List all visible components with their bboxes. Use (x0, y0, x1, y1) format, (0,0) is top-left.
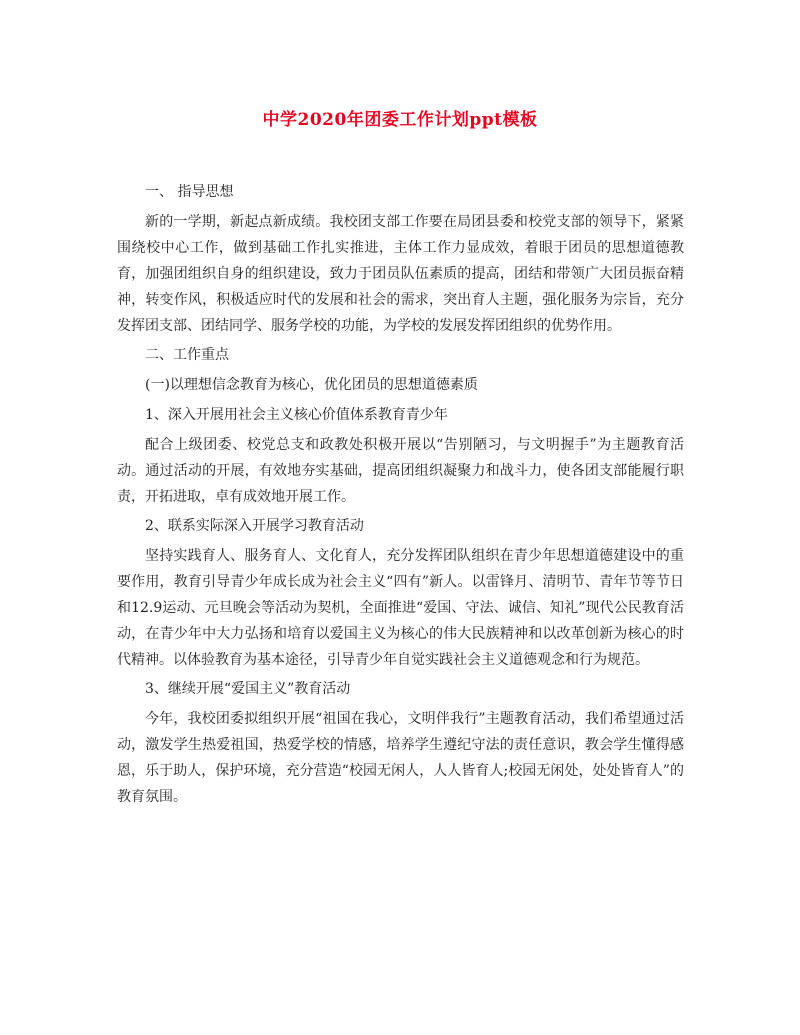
paragraph: 坚持实践育人、服务育人、文化育人，充分发挥团队组织在青少年思想道德建设中的重要作用，教育引导青少年成长成为社会主义“四有”新人。以雷锋月、清明节、青年节等节日和12.9运动、元旦晚会等活动为契机，全面推进“爱国、守法、诚信、知礼”现代公民教育活动，在青少年中大力弘扬和培育以爱国主义为核心的伟大民族精神和以改革创新为核心的时代精神。以体验教育为基本途径，引导青少年自觉实践社会主义道德观念和行为规范。 (117, 548, 684, 668)
document-body (117, 179, 684, 813)
item-heading: 2、联系实际深入开展学习教育活动 (145, 518, 364, 534)
paragraph: 今年，我校团委拟组织开展“祖国在我心，文明伴我行”主题教育活动，我们希望通过活动，激发学生热爱祖国，热爱学校的情感，培养学生遵纪守法的责任意识，教会学生懂得感恩，乐于助人，保护环境，充分营造“校园无闲人，人人皆育人;校园无闲处，处处皆育人”的教育氛围。 (117, 711, 684, 805)
item-heading: 3、继续开展“爱国主义”教育活动 (145, 681, 351, 697)
paragraph: 新的一学期，新起点新成绩。我校团支部工作要在局团县委和校党支部的领导下，紧紧围绕校中心工作，做到基础工作扎实推进，主体工作力显成效，着眼于团员的思想道德教育，加强团组织自身的组织建设，致力于团员队伍素质的提高，团结和带领广大团员振奋精神，转变作风，积极适应时代的发展和社会的需求，突出育人主题，强化服务为宗旨，充分发挥团支部、团结同学、服务学校的功能，为学校的发展发挥团组织的优势作用。 (117, 214, 684, 334)
section-heading: 二、工作重点 (145, 347, 229, 363)
document-title: 中学2020年团委工作计划ppt模板 (262, 110, 538, 130)
section-heading: 一、 指导思想 (145, 184, 234, 200)
paragraph: 配合上级团委、校党总支和政教处积极开展以“告别陋习，与文明握手”为主题教育活动。通过活动的开展，有效地夯实基础，提高团组织凝聚力和战斗力，使各团支部能履行职责，开拓进取，卓有成效地开展工作。 (117, 437, 684, 505)
item-heading: 1、深入开展用社会主义核心价值体系教育青少年 (145, 407, 448, 423)
subsection-heading: (一)以理想信念教育为核心，优化团员的思想道德素质 (145, 377, 478, 393)
